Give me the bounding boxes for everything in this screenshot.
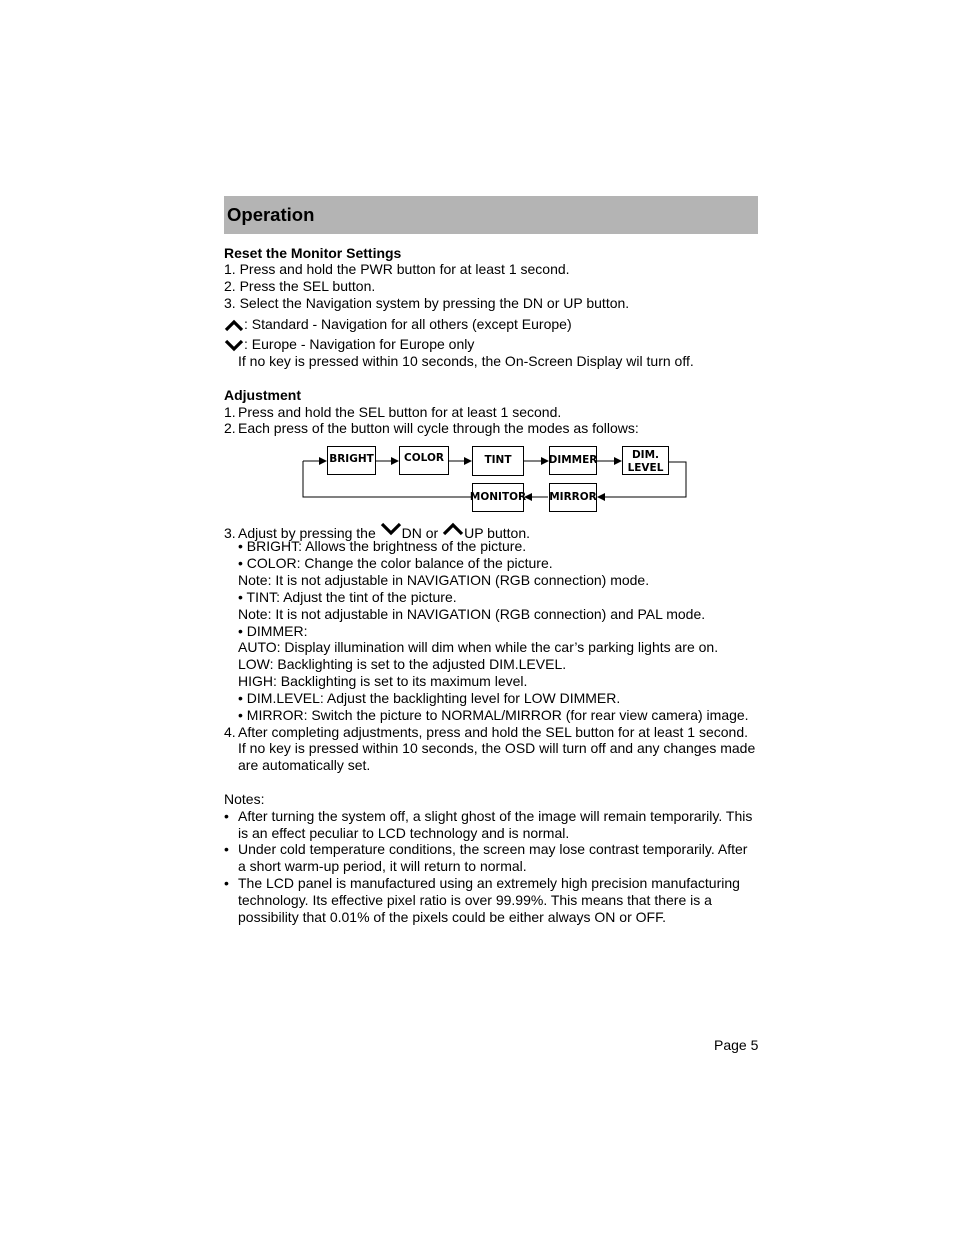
- label-dim-level-2: LEVEL: [627, 462, 664, 474]
- detail-dimmer-low: LOW: Backlighting is set to the adjusted DIM.LEVEL.: [238, 656, 567, 672]
- detail-tint: • TINT: Adjust the tint of the picture.: [238, 589, 457, 605]
- detail-dim-level: • DIM.LEVEL: Adjust the backlighting level for LOW DIMMER.: [238, 690, 621, 706]
- note-2-line-1: Under cold temperature conditions, the screen may lose contrast temporarily. After: [238, 841, 748, 857]
- detail-bright: • BRIGHT: Allows the brightness of the picture.: [238, 538, 527, 554]
- adjustment-step-4-line-3: are automatically set.: [238, 757, 371, 773]
- reset-timeout-note: If no key is pressed within 10 seconds, the On-Screen Display wil turn off.: [238, 353, 694, 369]
- note-3-line-2: technology. Its effective pixel ratio is over 99.99%. This means that there is a: [238, 892, 712, 908]
- chevron-up-icon: [442, 521, 464, 536]
- adjustment-step-2: 2. Each press of the button will cycle through the modes as follows:: [224, 420, 639, 436]
- reset-heading: Reset the Monitor Settings: [224, 245, 402, 261]
- detail-mirror: • MIRROR: Switch the picture to NORMAL/MIRROR (for rear view camera) image.: [238, 707, 749, 723]
- adjustment-step-1: 1. Press and hold the SEL button for at least 1 second.: [224, 404, 562, 420]
- chevron-down-icon: [224, 338, 244, 352]
- reset-step-3: 3. Select the Navigation system by pressing the DN or UP button.: [224, 295, 630, 311]
- down-option-text: : Europe - Navigation for Europe only: [244, 336, 475, 352]
- label-color: COLOR: [404, 452, 444, 464]
- label-monitor: MONITOR: [469, 491, 527, 503]
- note-2-line-2: a short warm-up period, it will return to normal.: [238, 858, 527, 874]
- notes-heading: Notes:: [224, 791, 265, 807]
- chevron-down-icon: [380, 521, 402, 536]
- note-1-line-1: After turning the system off, a slight ghost of the image will remain temporarily. This: [238, 808, 753, 824]
- label-mirror: MIRROR: [549, 491, 597, 503]
- adjustment-step-4-line-2: If no key is pressed within 10 seconds, the OSD will turn off and any changes made: [238, 740, 756, 756]
- up-option-text: : Standard - Navigation for all others (except Europe): [244, 316, 572, 332]
- reset-step-2: 2. Press the SEL button.: [224, 278, 376, 294]
- page-number: Page 5: [714, 1037, 759, 1053]
- detail-color-note: Note: It is not adjustable in NAVIGATION (RGB connection) mode.: [238, 572, 650, 588]
- section-header: [224, 196, 758, 234]
- label-dim-level-1: DIM.: [631, 449, 660, 461]
- detail-color: • COLOR: Change the color balance of the picture.: [238, 555, 553, 571]
- mode-cycle-diagram: [300, 444, 692, 516]
- up-option: [224, 316, 572, 333]
- detail-dimmer: • DIMMER:: [238, 623, 308, 639]
- chevron-up-icon: [224, 318, 244, 332]
- label-dimmer: DIMMER: [548, 454, 598, 466]
- adjustment-step-3: 3. Adjust by pressing the DN or UP button.: [224, 521, 530, 542]
- note-bullet-1: •: [224, 808, 229, 824]
- note-1-line-2: is an effect peculiar to LCD technology and is normal.: [238, 825, 570, 841]
- detail-tint-note: Note: It is not adjustable in NAVIGATION (RGB connection) and PAL mode.: [238, 606, 706, 622]
- note-bullet-2: •: [224, 841, 229, 857]
- note-3-line-1: The LCD panel is manufactured using an extremely high precision manufacturing: [238, 875, 740, 891]
- note-3-line-3: possibility that 0.01% of the pixels could be either always ON or OFF.: [238, 909, 666, 925]
- reset-step-1: 1. Press and hold the PWR button for at least 1 second.: [224, 261, 570, 277]
- detail-dimmer-high: HIGH: Backlighting is set to its maximum level.: [238, 673, 528, 689]
- detail-dimmer-auto: AUTO: Display illumination will dim when while the car’s parking lights are on.: [238, 639, 719, 655]
- adjustment-heading: Adjustment: [224, 387, 301, 403]
- label-bright: BRIGHT: [329, 453, 374, 465]
- section-title: Operation: [227, 204, 315, 225]
- note-bullet-3: •: [224, 875, 229, 891]
- adjustment-step-4: 4. After completing adjustments, press and hold the SEL button for at least 1 second.: [224, 724, 749, 740]
- down-option: [224, 336, 474, 353]
- label-tint: TINT: [484, 454, 512, 466]
